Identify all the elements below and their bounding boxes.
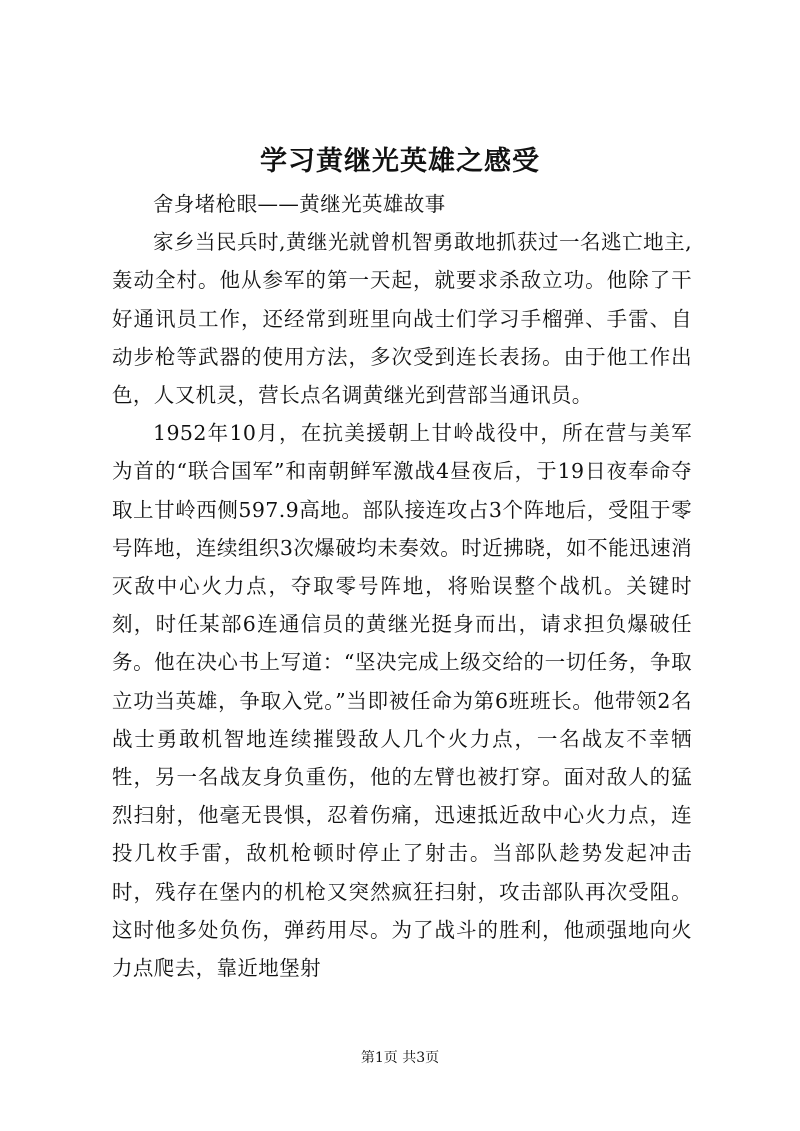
body-paragraph: 家乡当民兵时,黄继光就曾机智勇敢地抓获过一名逃亡地主,轰动全村。他从参军的第一天起，就要求杀敌立功。他除了干好通讯员工作，还经常到班里向战士们学习手榴弹、手雷、自动步枪等武器的使用方法，多次受到连长表扬。由于他工作出色，人又机灵，营长点名调黄继光到营部当通讯员。 — [112, 230, 692, 408]
page-number-footer: 第1页 共3页 — [360, 1050, 440, 1066]
subtitle-paragraph: 舍身堵枪眼——黄继光英雄故事 — [153, 192, 446, 216]
body-paragraph: 1952年10月，在抗美援朝上甘岭战役中，所在营与美军为首的“联合国军”和南朝鲜军激战4昼夜后，于19日夜奉命夺取上甘岭西侧597.9高地。部队接连攻占3个阵地后，受阻于零号阵地，连续组织3次爆破均未奏效。时近拂晓，如不能迅速消灭敌中心火力点，夺取零号阵地，将贻误整个战机。关键时刻，时任某部6连通信员的黄继光挺身而出，请求担负爆破任务。他在决心书上写道：“坚决完成上级交给的一切任务，争取立功当英雄，争取入党。”当即被任命为第6班班长。他带领2名战士勇敢机智地连续摧毁敌人几个火力点，一名战友不幸牺牲，另一名战友身负重伤，他的左臂也被打穿。面对敌人的猛烈扫射，他毫无畏惧，忍着伤痛，迅速抵近敌中心火力点，连投几枚手雷，敌机枪顿时停止了射击。当部队趁势发起冲击时，残存在堡内的机枪又突然疯狂扫射，攻击部队再次受阻。这时他多处负伤，弹药用尽。为了战斗的胜利，他顽强地向火力点爬去，靠近地堡射 — [112, 421, 692, 981]
document-title: 学习黄继光英雄之感受 — [260, 146, 540, 177]
document-body — [112, 185, 692, 987]
